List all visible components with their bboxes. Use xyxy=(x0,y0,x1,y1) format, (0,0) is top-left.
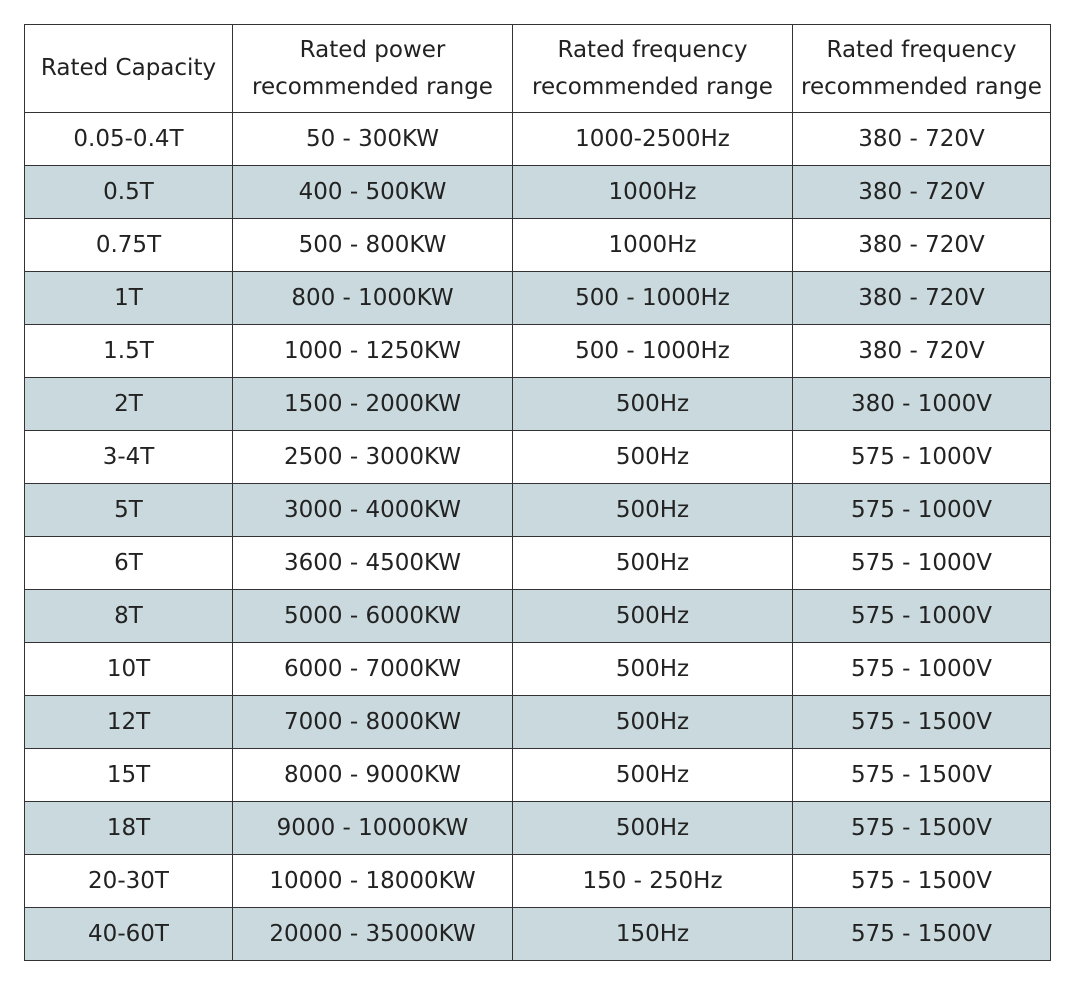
cell-capacity: 40-60T xyxy=(25,908,233,961)
header-rated-capacity xyxy=(25,25,233,113)
cell-capacity: 15T xyxy=(25,749,233,802)
cell-power: 500 - 800KW xyxy=(233,219,513,272)
cell-voltage: 380 - 720V xyxy=(793,166,1051,219)
cell-frequency: 1000-2500Hz xyxy=(513,113,793,166)
table-row xyxy=(25,113,1051,166)
cell-voltage: 380 - 720V xyxy=(793,325,1051,378)
cell-capacity: 0.5T xyxy=(25,166,233,219)
header-line: recommended range xyxy=(532,73,773,100)
header-line: recommended range xyxy=(252,73,493,100)
table-row xyxy=(25,749,1051,802)
spec-table xyxy=(24,24,1051,961)
cell-frequency: 1000Hz xyxy=(513,166,793,219)
header-line: Rated frequency xyxy=(557,36,748,63)
table-row xyxy=(25,590,1051,643)
cell-frequency: 1000Hz xyxy=(513,219,793,272)
cell-power: 3600 - 4500KW xyxy=(233,537,513,590)
table-row xyxy=(25,802,1051,855)
cell-power: 800 - 1000KW xyxy=(233,272,513,325)
cell-capacity: 3-4T xyxy=(25,431,233,484)
cell-power: 400 - 500KW xyxy=(233,166,513,219)
cell-capacity: 5T xyxy=(25,484,233,537)
cell-power: 1000 - 1250KW xyxy=(233,325,513,378)
table-row xyxy=(25,325,1051,378)
cell-capacity: 10T xyxy=(25,643,233,696)
cell-power: 10000 - 18000KW xyxy=(233,855,513,908)
cell-capacity: 0.05-0.4T xyxy=(25,113,233,166)
cell-frequency: 500Hz xyxy=(513,378,793,431)
cell-capacity: 8T xyxy=(25,590,233,643)
table-row xyxy=(25,537,1051,590)
cell-frequency: 500Hz xyxy=(513,643,793,696)
cell-voltage: 575 - 1500V xyxy=(793,855,1051,908)
cell-frequency: 500Hz xyxy=(513,484,793,537)
cell-voltage: 575 - 1500V xyxy=(793,908,1051,961)
cell-voltage: 575 - 1500V xyxy=(793,696,1051,749)
cell-frequency: 500Hz xyxy=(513,590,793,643)
cell-voltage: 380 - 720V xyxy=(793,113,1051,166)
header-line: recommended range xyxy=(801,73,1042,100)
cell-voltage: 575 - 1000V xyxy=(793,484,1051,537)
cell-voltage: 380 - 720V xyxy=(793,272,1051,325)
table-row xyxy=(25,908,1051,961)
cell-frequency: 500Hz xyxy=(513,749,793,802)
cell-power: 8000 - 9000KW xyxy=(233,749,513,802)
table-row xyxy=(25,272,1051,325)
table-row xyxy=(25,378,1051,431)
cell-frequency: 150Hz xyxy=(513,908,793,961)
cell-power: 5000 - 6000KW xyxy=(233,590,513,643)
cell-voltage: 575 - 1500V xyxy=(793,749,1051,802)
cell-frequency: 500 - 1000Hz xyxy=(513,325,793,378)
cell-voltage: 575 - 1000V xyxy=(793,643,1051,696)
table-row xyxy=(25,219,1051,272)
table-row xyxy=(25,166,1051,219)
table-header-row xyxy=(25,25,1051,113)
cell-power: 1500 - 2000KW xyxy=(233,378,513,431)
cell-frequency: 500Hz xyxy=(513,696,793,749)
table-row xyxy=(25,431,1051,484)
cell-capacity: 20-30T xyxy=(25,855,233,908)
header-rated-frequency xyxy=(513,25,793,113)
cell-capacity: 18T xyxy=(25,802,233,855)
cell-frequency: 500 - 1000Hz xyxy=(513,272,793,325)
cell-frequency: 500Hz xyxy=(513,537,793,590)
header-rated-voltage xyxy=(793,25,1051,113)
header-line: Rated power xyxy=(299,36,446,63)
cell-frequency: 500Hz xyxy=(513,802,793,855)
cell-power: 6000 - 7000KW xyxy=(233,643,513,696)
cell-capacity: 12T xyxy=(25,696,233,749)
header-rated-power xyxy=(233,25,513,113)
table-row xyxy=(25,855,1051,908)
cell-voltage: 575 - 1500V xyxy=(793,802,1051,855)
cell-power: 50 - 300KW xyxy=(233,113,513,166)
table-row xyxy=(25,484,1051,537)
table-row xyxy=(25,696,1051,749)
cell-voltage: 575 - 1000V xyxy=(793,590,1051,643)
cell-voltage: 380 - 720V xyxy=(793,219,1051,272)
header-line: Rated frequency xyxy=(826,36,1017,63)
cell-voltage: 575 - 1000V xyxy=(793,431,1051,484)
cell-capacity: 1.5T xyxy=(25,325,233,378)
cell-power: 7000 - 8000KW xyxy=(233,696,513,749)
cell-capacity: 2T xyxy=(25,378,233,431)
cell-frequency: 150 - 250Hz xyxy=(513,855,793,908)
cell-capacity: 6T xyxy=(25,537,233,590)
table-row xyxy=(25,643,1051,696)
cell-power: 2500 - 3000KW xyxy=(233,431,513,484)
cell-voltage: 575 - 1000V xyxy=(793,537,1051,590)
header-line: Rated Capacity xyxy=(40,55,217,81)
cell-power: 9000 - 10000KW xyxy=(233,802,513,855)
cell-power: 3000 - 4000KW xyxy=(233,484,513,537)
cell-capacity: 1T xyxy=(25,272,233,325)
cell-power: 20000 - 35000KW xyxy=(233,908,513,961)
cell-frequency: 500Hz xyxy=(513,431,793,484)
cell-capacity: 0.75T xyxy=(25,219,233,272)
cell-voltage: 380 - 1000V xyxy=(793,378,1051,431)
